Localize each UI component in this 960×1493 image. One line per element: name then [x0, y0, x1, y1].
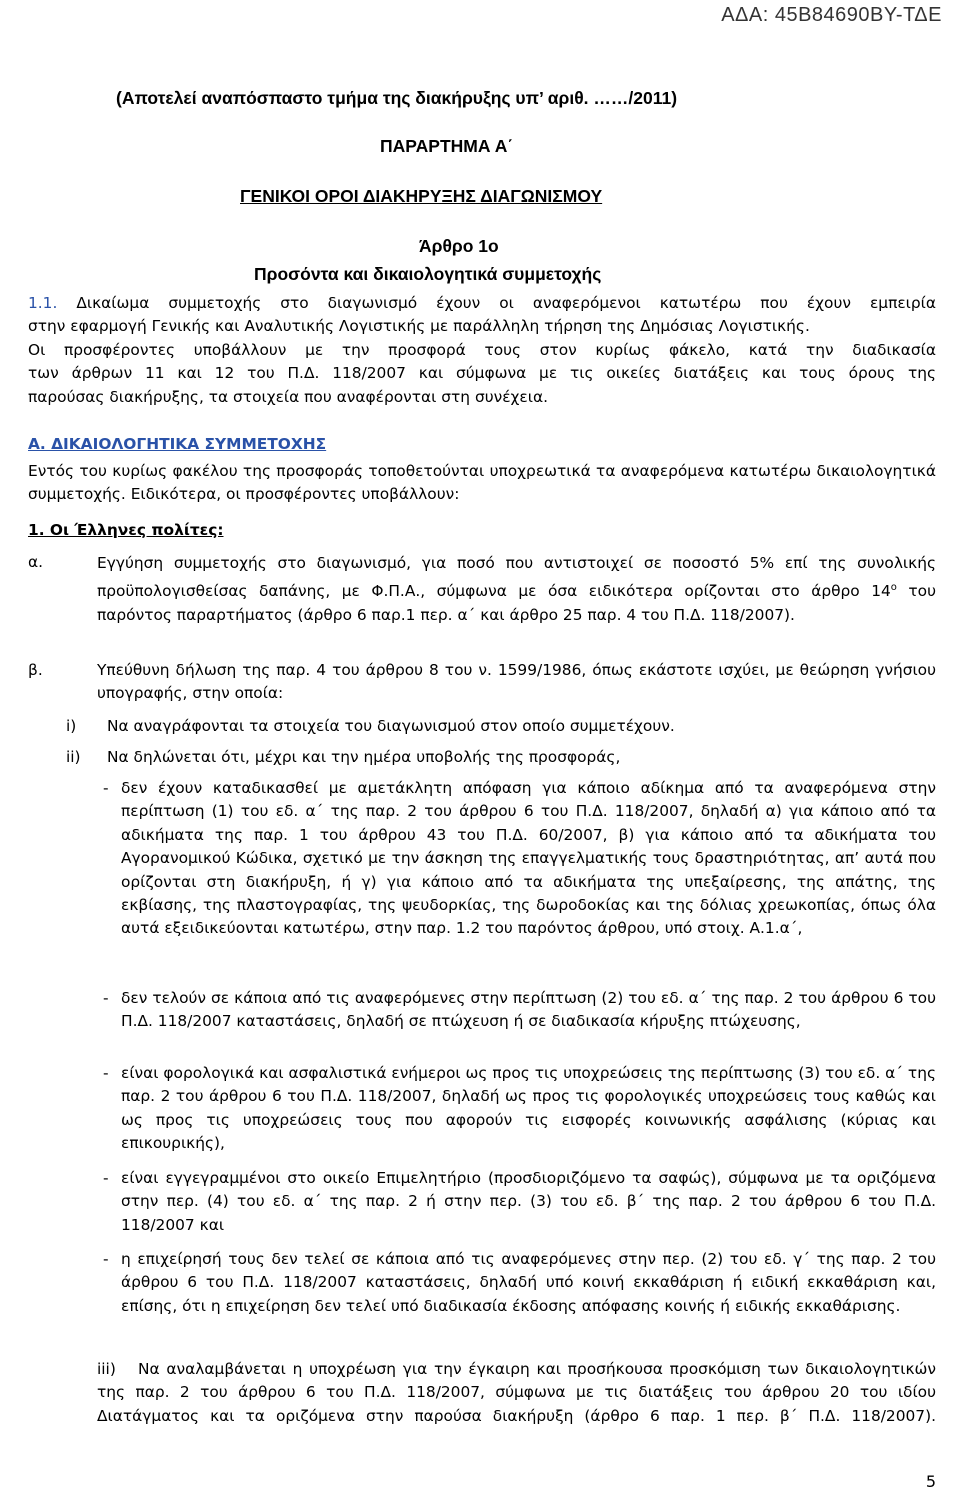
item-b-text: Υπεύθυνη δήλωση της παρ. 4 του άρθρου 8 του ν. 1599/1986, όπως εκάστοτε ισχύει, με θεώρηση γνήσιου υπογραφής, στην οποία: — [97, 661, 936, 703]
sub-item-label: ii) — [66, 748, 81, 766]
item-label: α. — [28, 553, 44, 571]
dash-label: - — [103, 1064, 109, 1082]
paragraph-line: Δικαίωμα συμμετοχής στο διαγωνισμό έχουν οι αναφερόμενοι κατωτέρω που έχουν εμπειρία — [76, 294, 936, 312]
annex-title: ΠΑΡΑΡΤΗΜΑ Α΄ — [380, 136, 514, 156]
paragraph-1-1 — [28, 292, 936, 409]
paragraph-number: 1.1. — [28, 294, 58, 312]
dash-item-text: είναι φορολογικά και ασφαλιστικά ενήμεροι ως προς τις υποχρεώσεις της περίπτωσης (3) του εδ. α΄ της παρ. 2 του άρθρου 6 του Π.Δ. 118/2007, δηλαδή ως προς τις φορολογικές υποχρεώσεις τους καθώς και ως προς τις υποχρεώσεις τους που αφορούν τις εισφορές κοινωνικής ασφάλισης (κύριας και επικουρικής), — [121, 1064, 936, 1153]
page-number: 5 — [925, 1472, 936, 1491]
subsection-title: 1. Οι Έλληνες πολίτες: — [28, 521, 224, 539]
dash-label: - — [103, 1169, 109, 1187]
sub-item-iii-text: Να αναλαμβάνεται η υποχρέωση για την έγκαιρη και προσήκουσα προσκόμιση των δικαιολογητικών της παρ. 2 του άρθρου 6 του Π.Δ. 118/2007, σύμφωνα με τις διατάξεις του άρθρου 20 του ιδίου Διατάγματος και τα οριζόμενα στην παρούσα διακήρυξη (άρθρο 6 παρ. 1 περ. β΄ Π.Δ. 118/2007). — [97, 1360, 936, 1425]
item-a-text — [97, 551, 936, 628]
paragraph-line: παρούσας διακήρυξης, τα στοιχεία που αναφέρονται στη συνέχεια. — [28, 387, 548, 406]
section-a-intro: Εντός του κυρίως φακέλου της προσφοράς τοποθετούνται υποχρεωτικά τα αναφερόμενα κατωτέρω δικαιολογητικά συμμετοχής. Ειδικότερα, οι προσφέροντες υποβάλλουν: — [28, 462, 936, 504]
dash-item-text: δεν έχουν καταδικασθεί με αμετάκλητη απόφαση για κάποιο αδίκημα από τα αναφερόμενα στην περίπτωση (1) του εδ. α΄ της παρ. 2 του άρθρου 6 του Π.Δ. 118/2007, δηλαδή α) για κάποιο από τα αδικήματα της παρ. 1 του άρθρου 43 του Π.Δ. 60/2007, β) για κάποιο από τα αδικήματα του Αγορανομικού Κώδικα, σχετικό με την άσκηση της επαγγελματικής τους δραστηριότητας, απ’ αυτά που ορίζονται στη διακήρυξη, ή γ) για κάποιο από τα αδικήματα της υπεξαίρεσης, της απάτης, της εκβίασης, της πλαστογραφίας, της ψευδορκίας, της δωροδοκίας και της δόλιας χρεωκοπίας, όπως όλα αυτά εξειδικεύονται κατωτέρω, στην παρ. 1.2 του παρόντος άρθρου, υπό στοιχ. Α.1.α΄, — [121, 779, 936, 938]
superscript: ο — [890, 581, 897, 593]
sub-item-i-text: Να αναγράφονται τα στοιχεία του διαγωνισμού στον οποίο συμμετέχουν. — [107, 717, 675, 735]
dash-item-text: η επιχείρησή τους δεν τελεί σε κάποια από τις αναφερόμενες στην περ. (2) του εδ. γ΄ της παρ. 2 του άρθρου 6 του Π.Δ. 118/2007 καταστάσεις, δηλαδή υπό κοινή εκκαθάριση ή ειδική εκκαθάριση και, επίσης, ότι η επιχείρηση δεν τελεί υπό διαδικασία έκδοσης απόφασης κοινής ή ειδικής εκκαθάρισης. — [121, 1250, 936, 1315]
item-text: του παρόντος παραρτήματος (άρθρο 6 παρ.1 περ. α΄ και άρθρο 25 παρ. 4 του Π.Δ. 118/2007). — [97, 581, 937, 624]
section-a-title: Α. ΔΙΚΑΙΟΛΟΓΗΤΙΚΑ ΣΥΜΜΕΤΟΧΗΣ — [28, 435, 327, 453]
sub-item-label: i) — [66, 717, 77, 735]
article-title: Προσόντα και δικαιολογητικά συμμετοχής — [254, 264, 602, 284]
terms-title: ΓΕΝΙΚΟΙ ΟΡΟΙ ΔΙΑΚΗΡΥΞΗΣ ΔΙΑΓΩΝΙΣΜΟΥ — [240, 186, 603, 206]
dash-label: - — [103, 989, 109, 1007]
dash-item-text: είναι εγγεγραμμένοι στο οικείο Επιμελητήριο (προσδιοριζόμενο τα σαφώς), σύμφωνα με τα οριζόμενα στην περ. (4) του εδ. α΄ της παρ. 2 ή στην περ. (3) του εδ. β΄ της παρ. 2 του άρθρου 6 του Π.Δ. 118/2007 και — [121, 1169, 936, 1234]
dash-label: - — [103, 1250, 109, 1268]
sub-item-label: iii) — [97, 1360, 116, 1378]
document-note: (Αποτελεί αναπόσπαστο τμήμα της διακήρυξης υπ’ αριθ. ……/2011) — [116, 88, 678, 108]
dash-item-text: δεν τελούν σε κάποια από τις αναφερόμενες στην περίπτωση (2) του εδ. α΄ της παρ. 2 του άρθρου 6 του Π.Δ. 118/2007 καταστάσεις, δηλαδή σε πτώχευση ή σε διαδικασία κήρυξης πτώχευσης, — [121, 989, 936, 1031]
dash-label: - — [103, 779, 109, 797]
article-heading: Άρθρο 1ο — [419, 236, 499, 256]
ada-stamp: ΑΔΑ: 45Β84690ΒΥ-ΤΔΕ — [721, 4, 942, 26]
item-label: β. — [28, 661, 43, 679]
sub-item-ii-text: Να δηλώνεται ότι, μέχρι και την ημέρα υποβολής της προσφοράς, — [107, 748, 621, 766]
paragraph-line: των άρθρων 11 και 12 του Π.Δ. 118/2007 και σύμφωνα με τις οικείες διατάξεις και τους όρους της — [28, 364, 936, 383]
item-text: Εγγύηση συμμετοχής στο διαγωνισμό, για ποσό που αντιστοιχεί σε ποσοστό 5% επί της συνολικής προϋπολογισθείσας δαπάνης, με Φ.Π.Α., σύμφωνα με όσα ειδικότερα ορίζονται στο άρθρο 14 — [97, 554, 936, 600]
paragraph-line: Οι προσφέροντες υποβάλλουν με την προσφορά τους στον κυρίως φάκελο, κατά την διαδικασία — [28, 340, 936, 359]
subsection-greek-citizens — [28, 519, 224, 542]
paragraph-line: στην εφαρμογή Γενικής και Αναλυτικής Λογιστικής με παράλληλη τήρηση της Δημόσιας Λογιστικής. — [28, 317, 810, 336]
